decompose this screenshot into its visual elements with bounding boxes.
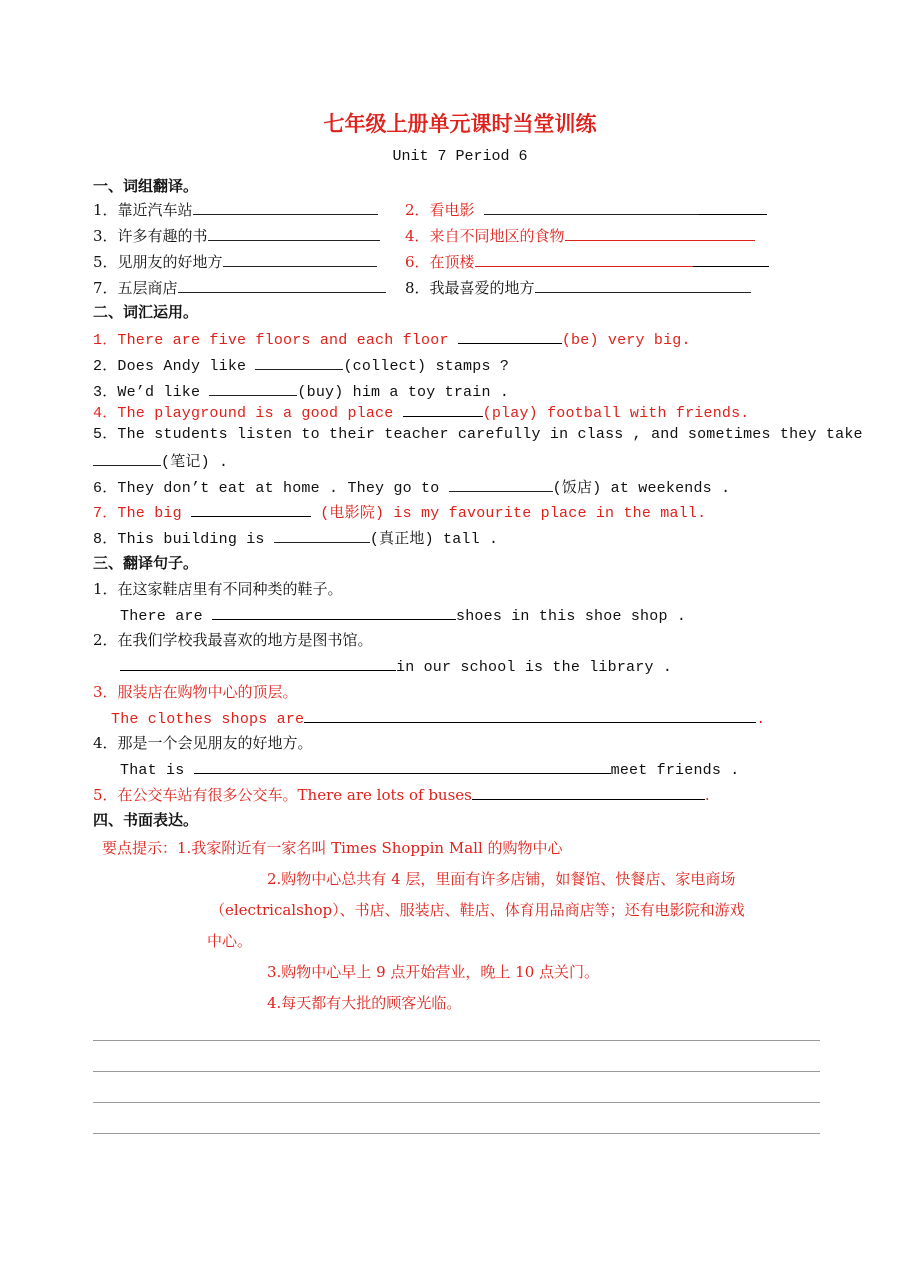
section4-heading: 四、书面表达。 [93, 811, 199, 829]
vocab-q1: 1．There are five floors and each floor (be) very big. [93, 329, 691, 351]
writing-tip-2-end: 中心。 [207, 932, 253, 950]
writing-tip-1: 要点提示：1.我家附近有一家名叫 Times Shoppin Mall 的购物中心 [102, 839, 563, 857]
answer-blank[interactable] [208, 226, 380, 241]
vocab-q5: 5．The students listen to their teacher carefully in class , and sometimes they take [93, 426, 863, 443]
answer-blank[interactable] [178, 278, 386, 293]
answer-blank[interactable] [223, 252, 377, 267]
page-subtitle: Unit 7 Period 6 [392, 148, 528, 165]
answer-blank[interactable] [191, 502, 311, 517]
answer-blank[interactable] [472, 785, 705, 800]
vocab-q8: 8．This building is (真正地) tall . [93, 528, 498, 550]
writing-line[interactable] [93, 1040, 820, 1041]
translate-q1-answer: There are shoes in this shoe shop . [120, 605, 686, 627]
phrase-7: 7．五层商店 [93, 278, 386, 298]
phrase-1: 1．靠近汽车站 [93, 200, 378, 220]
phrase-4: 4．来自不同地区的食物 [405, 226, 755, 246]
answer-blank[interactable] [699, 200, 767, 215]
answer-blank[interactable] [693, 252, 769, 267]
vocab-q6: 6．They don’t eat at home . They go to (饭店) at weekends . [93, 477, 730, 499]
writing-line[interactable] [93, 1071, 820, 1072]
translate-q3: 3．服装店在购物中心的顶层。 [93, 683, 298, 701]
translate-q2-answer: in our school is the library . [120, 656, 672, 678]
answer-blank[interactable] [458, 329, 562, 344]
phrase-8: 8．我最喜爱的地方 [405, 278, 751, 298]
page-title: 七年级上册单元课时当堂训练 [323, 111, 597, 136]
answer-blank[interactable] [120, 656, 396, 671]
writing-tip-4: 4.每天都有大批的顾客光临。 [267, 994, 462, 1012]
section1-heading: 一、词组翻译。 [93, 177, 199, 195]
answer-blank[interactable] [565, 226, 755, 241]
section3-heading: 三、翻译句子。 [93, 554, 199, 572]
vocab-q2: 2．Does Andy like (collect) stamps ? [93, 355, 509, 377]
translate-q2: 2．在我们学校我最喜欢的地方是图书馆。 [93, 631, 373, 649]
answer-blank[interactable] [194, 759, 611, 774]
phrase-2: 2．看电影 [405, 200, 767, 220]
phrase-5: 5．见朋友的好地方 [93, 252, 377, 272]
phrase-3: 3．许多有趣的书 [93, 226, 380, 246]
writing-line[interactable] [93, 1133, 820, 1134]
writing-tip-3: 3.购物中心早上 9 点开始营业，晚上 10 点关门。 [267, 963, 600, 981]
translate-q1: 1．在这家鞋店里有不同种类的鞋子。 [93, 580, 343, 598]
answer-blank[interactable] [449, 477, 553, 492]
vocab-q5-cont: (笔记) . [93, 451, 228, 473]
answer-blank[interactable] [475, 252, 693, 267]
answer-blank[interactable] [484, 200, 699, 215]
answer-blank[interactable] [93, 451, 161, 466]
vocab-q3: 3．We’d like (buy) him a toy train . [93, 381, 509, 403]
answer-blank[interactable] [193, 200, 378, 215]
vocab-q4: 4．The playground is a good place (play) football with friends. [93, 402, 750, 424]
answer-blank[interactable] [255, 355, 343, 370]
writing-tip-2-cont: （electricalshop）、书店、服装店、鞋店、体育用品商店等；还有电影院和游戏 [210, 901, 745, 919]
writing-tip-2: 2.购物中心总共有 4 层，里面有许多店铺，如餐馆、快餐店、家电商场 [267, 870, 736, 888]
answer-blank[interactable] [209, 381, 297, 396]
vocab-q7: 7．The big (电影院) is my favourite place in the mall. [93, 502, 706, 524]
translate-q3-answer: The clothes shops are . [111, 708, 765, 730]
answer-blank[interactable] [274, 528, 370, 543]
answer-blank[interactable] [304, 708, 756, 723]
answer-blank[interactable] [212, 605, 456, 620]
answer-blank[interactable] [535, 278, 751, 293]
translate-q5: 5．在公交车站有很多公交车。There are lots of buses . [93, 786, 710, 804]
phrase-6: 6．在顶楼 [405, 252, 769, 272]
translate-q4: 4．那是一个会见朋友的好地方。 [93, 734, 313, 752]
translate-q4-answer: That is meet friends . [120, 759, 739, 781]
answer-blank[interactable] [403, 402, 483, 417]
writing-line[interactable] [93, 1102, 820, 1103]
section2-heading: 二、词汇运用。 [93, 303, 199, 321]
